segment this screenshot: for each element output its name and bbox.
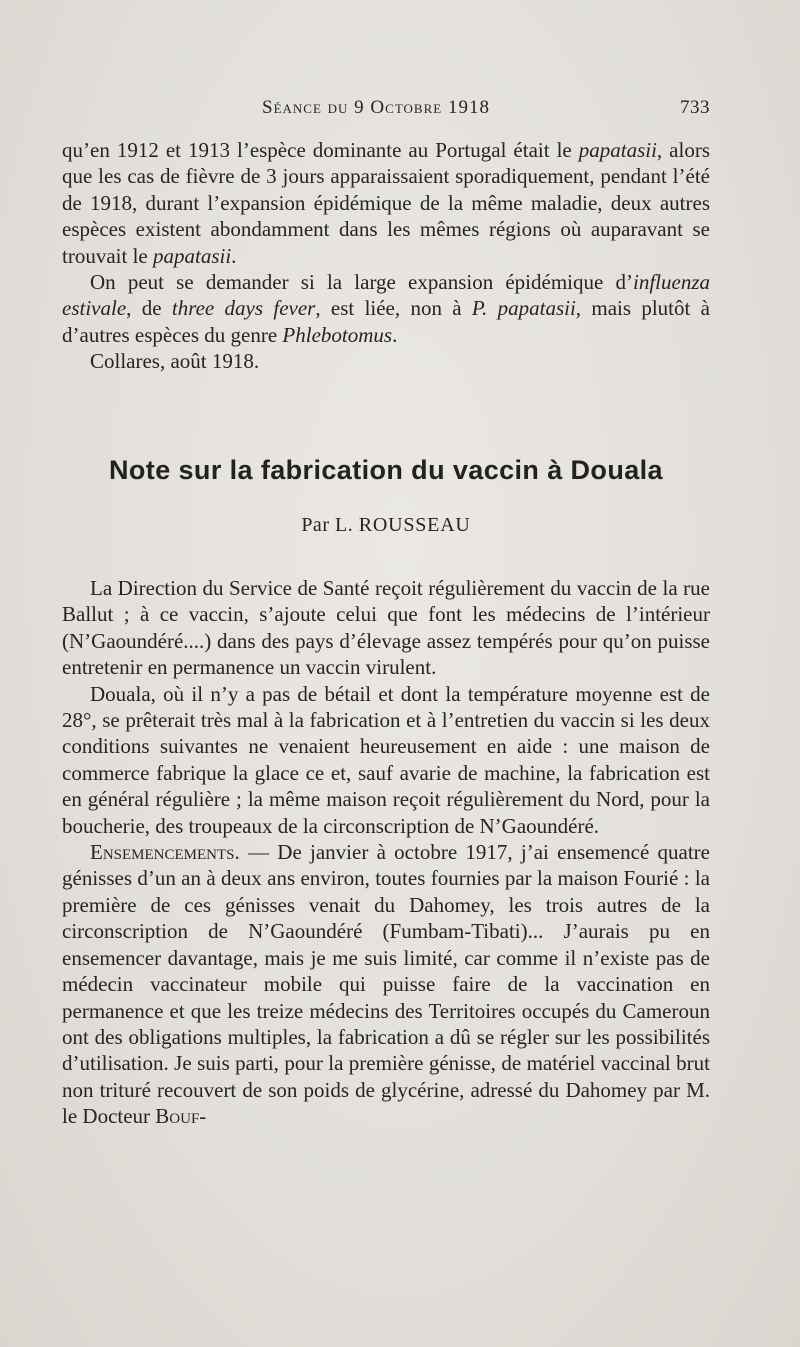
paragraph xyxy=(62,269,710,348)
byline xyxy=(62,514,710,537)
species-name: P. papatasii xyxy=(471,296,576,321)
continued-text xyxy=(62,137,710,375)
section-heading: Ensemencements. xyxy=(90,840,240,865)
paragraph: Douala, où il n’y a pas de bétail et dont la température moyenne est de 28°, se prêterait très mal à la fabrication et à l’entretien du vaccin si les deux conditions suivantes ne venaient heureusement en aide : une maison de commerce fabrique la glace ce et, sauf avarie de machine, la fabrication est en général régulière ; la même maison reçoit régulièrement du Nord, pour la boucherie, des troupeaux de la circonscription de N’Gaoundéré. xyxy=(62,681,710,838)
place-date-line: Collares, août 1918. xyxy=(90,349,260,374)
text-run: Bouf- xyxy=(155,1104,207,1129)
text-run: On peut se demander si la large expansion épidémique d’ xyxy=(90,270,633,295)
species-name: papatasii xyxy=(152,243,232,268)
text-run: . xyxy=(231,243,237,268)
author-name: ROUSSEAU xyxy=(358,514,471,536)
page-number: 733 xyxy=(680,97,710,118)
text-run: — De janvier à octobre 1917, j’ai ensemencé quatre génisses d’un an à deux ans environ, toutes fournies par la maison Fourié : la première de ces génisses venait du Dahomey, les trois autres de la circonscription de N’Gaoundéré (Fumbam-Tibati)... J’aurais pu en ensemencer davantage, mais je me suis limité, car comme il n’existe pas de médecin vaccinateur mobile qui puisse faire de la vaccination en permanence et que les treize médecins des Territoires occupés du Cameroun ont des obligations multiples, la fabrication a dû se régler sur les possibilités d’utilisation. Je suis parti, pour la première génisse, de matériel vaccinal brut non trituré recouvert de son poids de glycérine, adressé du Dahomey par M. le Docteur xyxy=(62,840,710,1129)
text-run: , est liée, non à xyxy=(315,296,472,321)
genus-name: Phlebotomus xyxy=(282,322,393,347)
text-run: qu’en 1912 et 1913 l’espèce dominante au Portugal était le xyxy=(62,138,579,162)
disease-name: influenza estivale xyxy=(62,270,710,321)
running-head-title: Séance du 9 Octobre 1918 xyxy=(262,97,490,118)
text-run: , alors que les cas de fièvre de 3 jours apparaissaient sporadiquement, pendant l’été de 1918, durant l’expansion épidémique de la même maladie, deux autres espèces existent abondamment dans les mêmes régions où auparavant se trouvait le xyxy=(62,138,710,268)
running-head xyxy=(62,97,710,127)
text-run: , mais plutôt à d’autres espèces du genre xyxy=(62,296,710,347)
article-title: Note sur la fabrication du vaccin à Douala xyxy=(109,455,663,485)
text-run: . xyxy=(392,322,398,347)
paragraph xyxy=(62,137,710,269)
species-name: papatasii xyxy=(578,138,657,162)
paragraph: La Direction du Service de Santé reçoit régulièrement du vaccin de la rue Ballut ; à ce vaccin, s’ajoute celui que font les médecins de l’intérieur (N’Gaoundéré....) dans des pays d’élevage assez tempérés pour qu’on puisse entretenir en permanence un vaccin virulent. xyxy=(62,576,710,680)
text-run: , de xyxy=(126,296,172,321)
paragraph xyxy=(62,839,710,1129)
disease-name: three days fever xyxy=(171,296,316,321)
article-body xyxy=(62,575,710,1130)
byline-prefix: Par L. xyxy=(301,514,359,536)
